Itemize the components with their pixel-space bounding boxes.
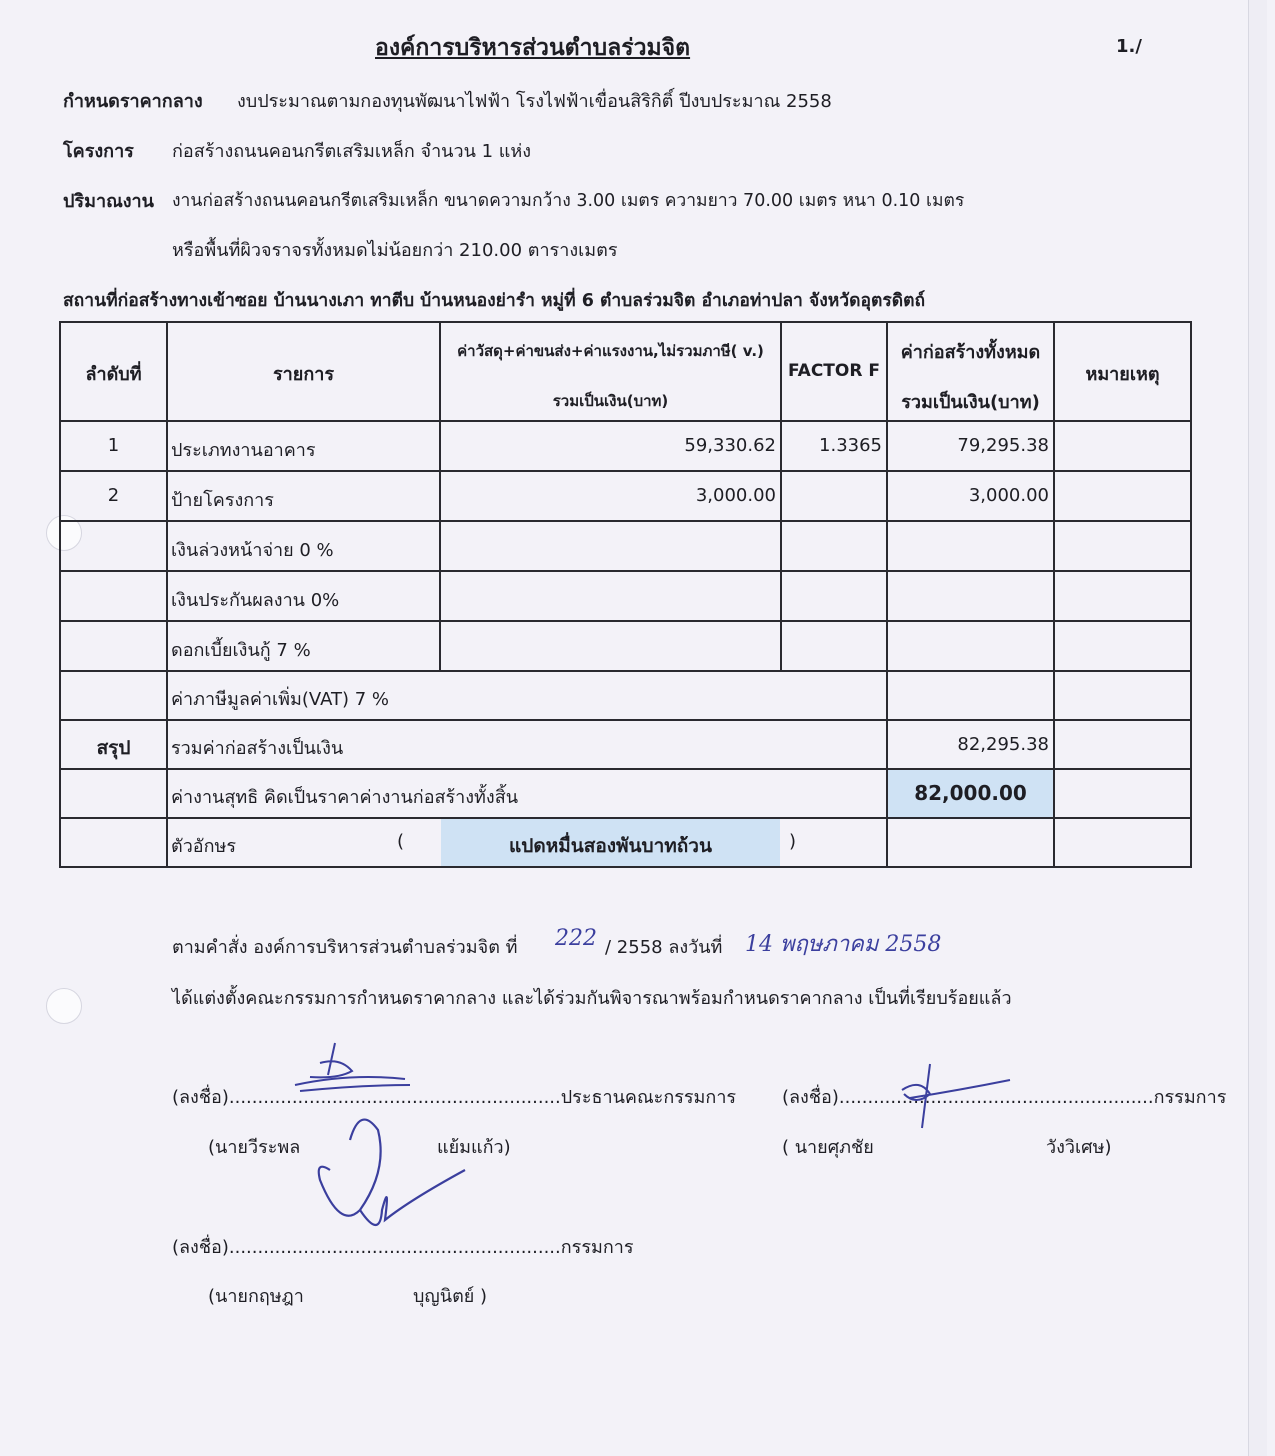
price-label: กำหนดราคากลาง [63,91,203,112]
order-date-handwritten: 14 พฤษภาคม 2558 [745,932,942,957]
row-5-item: ดอกเบี้ยเงินกู้ 7 % [171,640,311,661]
price-text: งบประมาณตามกองทุนพัฒนาไฟฟ้า โรงไฟฟ้าเขื่อนสิริกิติ์ ปีงบประมาณ 2558 [237,91,832,112]
signature-1-handwritten [280,1035,420,1095]
net-total: 82,000.00 [914,781,1027,805]
row-divider [61,670,1190,672]
signature-3-handwritten [310,1110,480,1245]
row-4-item: เงินประกันผลงาน 0% [171,590,340,611]
header-total-line1: ค่าก่อสร้างทั้งหมด [900,342,1041,363]
signature-1-name: (นายวีระพล [208,1137,301,1158]
row-1-item: ประเภทงานอาคาร [171,440,316,461]
header-no: ลำดับที่ [85,364,142,385]
net-text: ค่างานสุทธิ คิดเป็นราคาค่างานก่อสร้างทั้งสิ้น [171,787,519,808]
header-remark: หมายเหตุ [1085,364,1160,385]
row-6-item: ค่าภาษีมูลค่าเพิ่ม(VAT) 7 % [171,689,390,710]
summary-total: 82,295.38 [957,734,1049,755]
row-1-cost: 59,330.62 [684,435,776,456]
punch-hole [46,988,82,1024]
quantity-label: ปริมาณงาน [63,191,154,212]
row-divider [61,719,1190,721]
row-2-no: 2 [107,485,120,506]
signature-1-line: (ลงชื่อ)..........................................................ประธานคณะกรรมการ [172,1087,737,1108]
header-cost-line2: รวมเป็นเงิน(บาท) [552,392,669,410]
row-3-item: เงินล่วงหน้าจ่าย 0 % [171,540,334,561]
location-text: สถานที่ก่อสร้างทางเข้าซอย บ้านนางเภา ทาตีบ บ้านหนองย่ารำ หมู่ที่ 6 ตำบลร่วมจิต อำเภอท่าปลา จังหวัดอุตรดิตถ์ [63,291,926,311]
row-divider [61,470,1190,472]
header-item: รายการ [273,364,334,385]
summary-text: รวมค่าก่อสร้างเป็นเงิน [171,738,344,759]
row-divider [61,570,1190,572]
col-divider [1053,323,1055,866]
row-divider [61,520,1190,522]
row-2-total: 3,000.00 [968,485,1049,506]
words-close-paren: ) [789,831,797,852]
signature-2-surname: วังวิเศษ) [1046,1137,1112,1158]
col-divider [166,323,168,866]
page-number: 1./ [1116,36,1142,57]
words-label: ตัวอักษร [171,836,237,857]
row-divider [61,420,1190,422]
row-2-item: ป้ายโครงการ [171,490,274,511]
row-1-factor: 1.3365 [819,435,882,456]
row-1-no: 1 [107,435,120,456]
header-cost-line1: ค่าวัสดุ+ค่าขนส่ง+ค่าแรงงาน,ไม่รวมภาษี( v.) [457,342,764,360]
order-line-1-year: / 2558 ลงวันที่ [605,937,723,958]
row-2-cost: 3,000.00 [695,485,776,506]
order-line-2: ได้แต่งตั้งคณะกรรมการกำหนดราคากลาง และได้ร่วมกันพิจารณาพร้อมกำหนดราคากลาง เป็นที่เรียบร้อยแล้ว [172,988,1012,1009]
signature-2-handwritten [880,1060,1020,1135]
quantity-text-2: หรือพื้นที่ผิวจราจรทั้งหมดไม่น้อยกว่า 210.00 ตารางเมตร [172,240,618,261]
project-label: โครงการ [63,141,134,162]
signature-2-line: (ลงชื่อ).......................................................กรรมการ [782,1087,1227,1108]
signature-1-surname: แย้มแก้ว) [437,1137,511,1158]
summary-label: สรุป [96,737,131,759]
header-total-line2: รวมเป็นเงิน(บาท) [901,392,1040,413]
price-table [59,321,1192,868]
page-edge [1248,0,1267,1456]
document-title: องค์การบริหารส่วนตำบลร่วมจิต [375,35,691,61]
row-divider [61,620,1190,622]
signature-3-line: (ลงชื่อ)..........................................................กรรมการ [172,1237,634,1258]
project-text: ก่อสร้างถนนคอนกรีตเสริมเหล็ก จำนวน 1 แห่ง [172,141,532,162]
signature-2-name: ( นายศุภชัย [782,1137,874,1158]
signature-3-name: (นายกฤษฎา [208,1286,304,1307]
order-number-handwritten: 222 [555,926,597,951]
quantity-text: งานก่อสร้างถนนคอนกรีตเสริมเหล็ก ขนาดความกว้าง 3.00 เมตร ความยาว 70.00 เมตร หนา 0.10 เมตร [172,191,965,211]
words-value: แปดหมื่นสองพันบาทถ้วน [509,835,712,857]
row-1-total: 79,295.38 [957,435,1049,456]
order-line-1-prefix: ตามคำสั่ง องค์การบริหารส่วนตำบลร่วมจิต ที่ [172,937,518,958]
header-factor: FACTOR F [788,361,880,381]
words-open-paren: ( [397,831,405,852]
signature-3-surname: บุญนิตย์ ) [413,1286,488,1307]
